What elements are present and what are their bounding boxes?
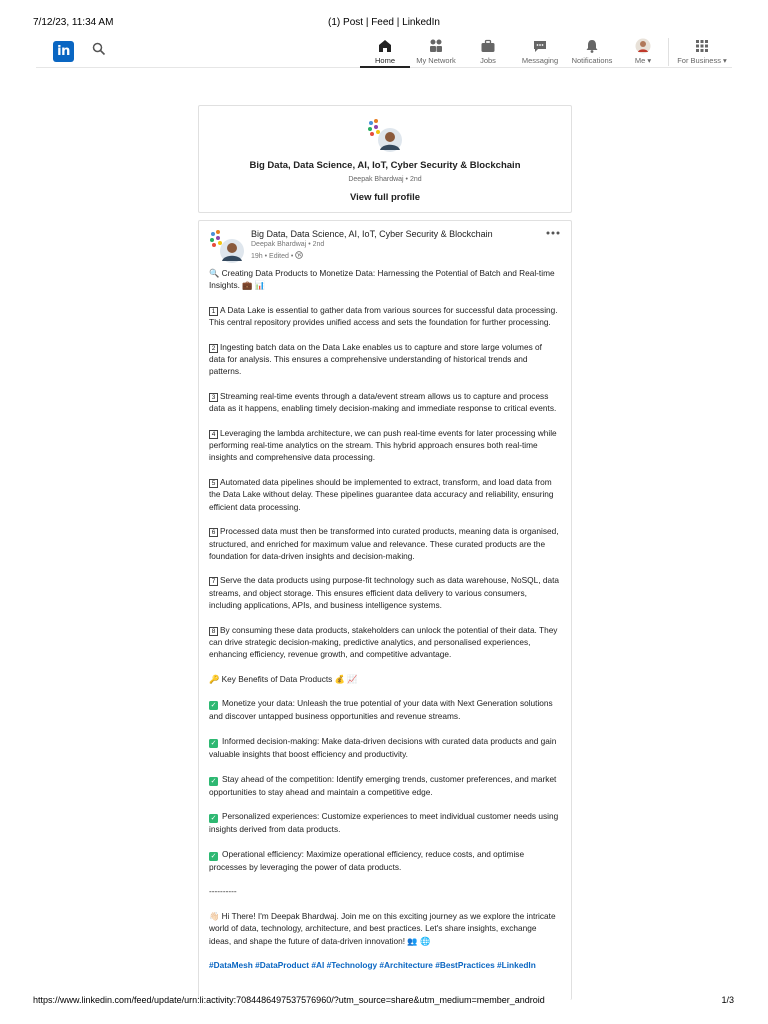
nav-me[interactable] [626, 38, 660, 68]
post-step [209, 427, 559, 464]
check-icon: ✓ [210, 814, 217, 823]
post-time-text: 19h • Edited • [251, 253, 294, 260]
post-author-subtitle: Deepak Bhardwaj • 2nd [251, 241, 325, 248]
profile-avatar[interactable] [367, 118, 403, 154]
profile-card [198, 105, 572, 213]
avatar [635, 38, 651, 54]
step-text: Leveraging the lambda architecture, we can push real-time events for later processing while performing real-time analytics on the stream. This hybrid approach ensures both real-time insights and comprehensive data processing. [209, 427, 557, 463]
step-text: Serve the data products using purpose-fit technology such as data warehouse, NoSQL, data streams, and object storage. This ensures efficient data delivery to various consumers, including applications, APIs, and business intelligence systems. [209, 575, 559, 611]
linkedin-logo-icon[interactable]: in [53, 41, 74, 62]
step-text: Ingesting batch data on the Data Lake enables us to capture and store large volumes of data for analysis. This ensures a comprehensive understanding of historical trends and patterns. [209, 341, 542, 377]
benefit-text: Monetize your data: Unleash the true potential of your data with Next Generation solutions and discover untapped business opportunities and revenue streams. [209, 698, 553, 722]
benefits-heading: 🔑 Key Benefits of Data Products 💰 📈 [209, 673, 358, 684]
nav-divider [668, 38, 669, 66]
step-number-icon: 6 [209, 528, 218, 537]
network-icon [428, 38, 444, 54]
view-full-profile-link[interactable]: View full profile [349, 192, 421, 203]
nav-jobs[interactable] [468, 38, 508, 68]
benefit-text: Operational efficiency: Maximize operational efficiency, reduce costs, and optimise processes by leveraging the power of data products. [209, 848, 525, 872]
post-author-avatar[interactable] [209, 229, 245, 265]
nav-notifications[interactable] [566, 38, 618, 68]
nav-notifications-label: Notifications [571, 56, 613, 65]
post-step [209, 574, 559, 611]
step-text: Streaming real-time events through a data/event stream allows us to capture and process data as it happens, enabling timely decision-making and immediate response to critical events. [209, 390, 557, 414]
step-number-icon: 2 [209, 344, 218, 353]
step-text: Automated data pipelines should be implemented to extract, transform, and load data from the Data Lake without delay. These pipelines guarantee data accuracy and reliability, ensuring efficient data processing. [209, 477, 554, 512]
print-header [0, 17, 768, 31]
print-footer [0, 995, 768, 1007]
print-datetime: 7/12/23, 11:34 AM [33, 17, 114, 28]
more-options-icon[interactable] [545, 229, 561, 237]
step-number-icon: 7 [209, 577, 218, 586]
print-page-title: (1) Post | Feed | LinkedIn [328, 17, 440, 28]
post-hashtags[interactable]: #DataMesh #DataProduct #AI #Technology #Architecture #BestPractices #LinkedIn [209, 960, 536, 971]
nav-for-business[interactable] [672, 38, 732, 68]
nav-messaging-label: Messaging [521, 56, 559, 65]
post-step [209, 341, 559, 378]
post-step [209, 390, 559, 415]
post-step [209, 476, 559, 513]
benefit-item [209, 810, 559, 835]
print-page-number: 1/3 [721, 995, 734, 1005]
globe-icon [295, 251, 303, 259]
briefcase-icon [480, 38, 496, 54]
messaging-icon [532, 38, 548, 54]
step-number-icon: 5 [209, 479, 218, 488]
benefit-item [209, 735, 559, 760]
post-outro: 👋🏻 Hi There! I'm Deepak Bhardwaj. Join me on this exciting journey as we explore the intricate world of data, technology, architecture, and best practices. Let's share insights, exchange ideas, and shape the future of data-driven innovation! 👥 🌐 [209, 910, 556, 946]
check-icon: ✓ [210, 738, 217, 747]
search-icon[interactable] [92, 42, 106, 56]
top-navbar [36, 36, 732, 68]
nav-for-business-label: For Business ▾ [677, 56, 727, 65]
post-step [209, 525, 559, 562]
profile-name[interactable]: Big Data, Data Science, AI, IoT, Cyber Security & Blockchain [249, 160, 521, 171]
nav-home[interactable] [360, 38, 410, 68]
bell-icon [584, 38, 600, 54]
check-icon: ✓ [210, 701, 217, 710]
benefit-item [209, 773, 559, 798]
post-body [209, 267, 559, 971]
benefit-item [209, 697, 559, 722]
post-intro: 🔍 Creating Data Products to Monetize Data: Harnessing the Potential of Batch and Real-time Insights. 💼 📊 [209, 268, 555, 291]
nav-messaging[interactable] [518, 38, 562, 68]
step-number-icon: 4 [209, 430, 218, 439]
step-number-icon: 3 [209, 393, 218, 402]
step-text: Processed data must then be transformed into curated products, meaning data is organised, structured, and enriched for maximum value and relevance. These curated products are the foundation for data-driven insights and decision-making. [209, 526, 559, 561]
post-card [198, 220, 572, 1000]
check-icon: ✓ [210, 776, 217, 785]
check-icon: ✓ [210, 851, 217, 860]
post-timestamp [251, 251, 303, 260]
benefit-text: Stay ahead of the competition: Identify emerging trends, customer preferences, and market opportunities to stay ahead and maintain a competitive edge. [209, 773, 557, 797]
step-text: By consuming these data products, stakeholders can unlock the potential of their data. They can drive strategic decision-making, predictive analytics, and personalised experiences, enhancing efficiency, revenue growth, and competitive advantage. [209, 624, 558, 660]
nav-my-network-label: My Network [416, 56, 456, 65]
nav-me-label: Me ▾ [634, 56, 652, 65]
nav-jobs-label: Jobs [480, 56, 496, 65]
benefit-item [209, 848, 559, 873]
print-url: https://www.linkedin.com/feed/update/urn:li:activity:7084486497537576960/?utm_source=share&utm_medium=member_android [33, 995, 545, 1005]
benefit-text: Personalized experiences: Customize experiences to meet individual customer needs using insights derived from data products. [209, 811, 559, 835]
profile-subtitle: Deepak Bhardwaj • 2nd [348, 176, 422, 183]
nav-home-label: Home [374, 56, 395, 65]
post-step [209, 304, 559, 329]
post-author-name[interactable]: Big Data, Data Science, AI, IoT, Cyber Security & Blockchain [251, 229, 493, 239]
home-icon [377, 38, 393, 54]
benefit-text: Informed decision-making: Make data-driven decisions with curated data products and gain valuable insights that boost efficiency and productivity. [209, 735, 557, 759]
step-number-icon: 1 [209, 307, 218, 316]
post-divider: ---------- [209, 886, 237, 897]
nav-my-network[interactable] [410, 38, 462, 68]
step-text: A Data Lake is essential to gather data from various sources for successful data processing. This central repository provides unified access and sets the foundation for further processing. [209, 304, 558, 328]
grid-icon [694, 38, 710, 54]
post-step [209, 624, 559, 661]
step-number-icon: 8 [209, 627, 218, 636]
